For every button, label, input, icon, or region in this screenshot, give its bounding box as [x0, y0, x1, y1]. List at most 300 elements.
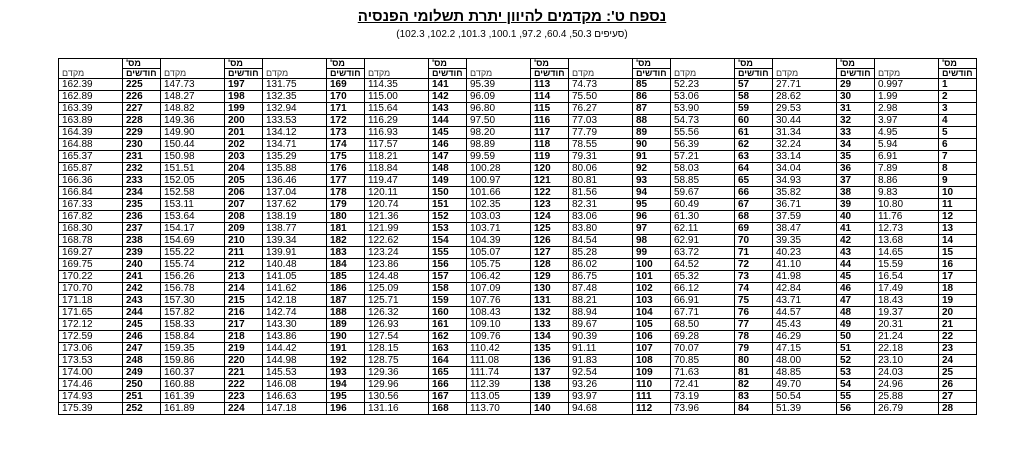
coefficient-cell: 46.29 [773, 331, 837, 343]
coefficient-cell: 134.71 [263, 139, 327, 151]
month-number-cell: 233 [123, 175, 161, 187]
coefficient-cell: 128.75 [365, 355, 429, 367]
coefficient-cell: 167.33 [59, 199, 123, 211]
month-number-cell: 22 [939, 331, 977, 343]
month-number-cell: 79 [735, 343, 773, 355]
month-number-cell: 114 [531, 91, 569, 103]
coefficient-cell: 142.74 [263, 307, 327, 319]
month-number-cell: 249 [123, 367, 161, 379]
month-number-cell: 166 [429, 379, 467, 391]
month-number-cell: 238 [123, 235, 161, 247]
coefficient-cell: 137.62 [263, 199, 327, 211]
month-number-cell: 216 [225, 307, 263, 319]
header-blank-cell [671, 59, 735, 69]
table-row [59, 391, 977, 403]
month-number-cell: 3 [939, 103, 977, 115]
header-number-label: מס' [429, 59, 467, 69]
coefficient-cell: 95.39 [467, 79, 531, 91]
month-number-cell: 41 [837, 223, 875, 235]
header-months-label: חודשים [939, 69, 977, 79]
coefficient-cell: 139.34 [263, 235, 327, 247]
month-number-cell: 64 [735, 163, 773, 175]
coefficient-cell: 113.70 [467, 403, 531, 415]
month-number-cell: 192 [327, 355, 365, 367]
coefficient-cell: 109.76 [467, 331, 531, 343]
month-number-cell: 102 [633, 283, 671, 295]
coefficient-cell: 103.03 [467, 211, 531, 223]
coefficient-cell: 49.70 [773, 379, 837, 391]
coefficient-cell: 89.67 [569, 319, 633, 331]
month-number-cell: 157 [429, 271, 467, 283]
coefficient-cell: 55.56 [671, 127, 735, 139]
header-blank-cell [263, 59, 327, 69]
month-number-cell: 165 [429, 367, 467, 379]
month-number-cell: 128 [531, 259, 569, 271]
month-number-cell: 170 [327, 91, 365, 103]
coefficient-cell: 92.54 [569, 367, 633, 379]
coefficient-cell: 148.27 [161, 91, 225, 103]
coefficient-cell: 8.86 [875, 175, 939, 187]
coefficient-cell: 93.26 [569, 379, 633, 391]
coefficient-cell: 29.53 [773, 103, 837, 115]
coefficient-cell: 165.37 [59, 151, 123, 163]
month-number-cell: 239 [123, 247, 161, 259]
coefficient-cell: 62.11 [671, 223, 735, 235]
month-number-cell: 68 [735, 211, 773, 223]
header-blank-cell [875, 59, 939, 69]
month-number-cell: 185 [327, 271, 365, 283]
coefficient-cell: 158.84 [161, 331, 225, 343]
month-number-cell: 252 [123, 403, 161, 415]
coefficient-cell: 41.98 [773, 271, 837, 283]
month-number-cell: 181 [327, 223, 365, 235]
month-number-cell: 59 [735, 103, 773, 115]
coefficient-cell: 58.85 [671, 175, 735, 187]
month-number-cell: 149 [429, 175, 467, 187]
month-number-cell: 217 [225, 319, 263, 331]
month-number-cell: 224 [225, 403, 263, 415]
coefficient-cell: 16.54 [875, 271, 939, 283]
month-number-cell: 33 [837, 127, 875, 139]
coefficient-cell: 2.98 [875, 103, 939, 115]
coefficient-cell: 73.96 [671, 403, 735, 415]
month-number-cell: 186 [327, 283, 365, 295]
month-number-cell: 198 [225, 91, 263, 103]
month-number-cell: 54 [837, 379, 875, 391]
table-row [59, 163, 977, 175]
coefficient-cell: 19.37 [875, 307, 939, 319]
month-number-cell: 124 [531, 211, 569, 223]
month-number-cell: 195 [327, 391, 365, 403]
coefficient-cell: 129.36 [365, 367, 429, 379]
month-number-cell: 242 [123, 283, 161, 295]
month-number-cell: 160 [429, 307, 467, 319]
coefficient-cell: 172.12 [59, 319, 123, 331]
coefficient-cell: 150.98 [161, 151, 225, 163]
month-number-cell: 65 [735, 175, 773, 187]
month-number-cell: 28 [939, 403, 977, 415]
coefficient-cell: 111.08 [467, 355, 531, 367]
coefficient-cell: 144.42 [263, 343, 327, 355]
header-blank-cell [569, 59, 633, 69]
coefficient-cell: 129.96 [365, 379, 429, 391]
month-number-cell: 117 [531, 127, 569, 139]
coefficient-cell: 90.39 [569, 331, 633, 343]
table-row [59, 139, 977, 151]
month-number-cell: 234 [123, 187, 161, 199]
month-number-cell: 173 [327, 127, 365, 139]
coefficient-cell: 158.33 [161, 319, 225, 331]
table-row [59, 295, 977, 307]
coefficient-cell: 168.30 [59, 223, 123, 235]
coefficient-cell: 112.39 [467, 379, 531, 391]
table-row [59, 343, 977, 355]
month-number-cell: 161 [429, 319, 467, 331]
month-number-cell: 113 [531, 79, 569, 91]
coefficient-cell: 108.43 [467, 307, 531, 319]
coefficient-cell: 26.79 [875, 403, 939, 415]
month-number-cell: 7 [939, 151, 977, 163]
month-number-cell: 35 [837, 151, 875, 163]
month-number-cell: 23 [939, 343, 977, 355]
coefficient-cell: 105.75 [467, 259, 531, 271]
month-number-cell: 159 [429, 295, 467, 307]
month-number-cell: 84 [735, 403, 773, 415]
month-number-cell: 26 [939, 379, 977, 391]
month-number-cell: 141 [429, 79, 467, 91]
month-number-cell: 219 [225, 343, 263, 355]
month-number-cell: 134 [531, 331, 569, 343]
coefficient-cell: 11.76 [875, 211, 939, 223]
month-number-cell: 66 [735, 187, 773, 199]
header-months-label: חודשים [225, 69, 263, 79]
month-number-cell: 218 [225, 331, 263, 343]
coefficient-cell: 24.96 [875, 379, 939, 391]
coefficient-cell: 147.18 [263, 403, 327, 415]
header-blank-cell [365, 59, 429, 69]
month-number-cell: 158 [429, 283, 467, 295]
month-number-cell: 212 [225, 259, 263, 271]
coefficient-cell: 30.44 [773, 115, 837, 127]
coefficient-cell: 135.88 [263, 163, 327, 175]
month-number-cell: 100 [633, 259, 671, 271]
month-number-cell: 70 [735, 235, 773, 247]
coefficient-cell: 78.55 [569, 139, 633, 151]
table-row [59, 379, 977, 391]
coefficient-cell: 142.18 [263, 295, 327, 307]
header-number-label: מס' [837, 59, 875, 69]
month-number-cell: 210 [225, 235, 263, 247]
coefficient-cell: 22.18 [875, 343, 939, 355]
coefficient-cell: 156.78 [161, 283, 225, 295]
month-number-cell: 88 [633, 115, 671, 127]
month-number-cell: 175 [327, 151, 365, 163]
month-number-cell: 237 [123, 223, 161, 235]
coefficient-cell: 117.57 [365, 139, 429, 151]
coefficient-cell: 38.47 [773, 223, 837, 235]
month-number-cell: 89 [633, 127, 671, 139]
coefficient-cell: 116.93 [365, 127, 429, 139]
coefficient-cell: 20.31 [875, 319, 939, 331]
coefficient-cell: 154.69 [161, 235, 225, 247]
month-number-cell: 93 [633, 175, 671, 187]
month-number-cell: 19 [939, 295, 977, 307]
month-number-cell: 86 [633, 91, 671, 103]
month-number-cell: 32 [837, 115, 875, 127]
coefficient-cell: 169.75 [59, 259, 123, 271]
month-number-cell: 60 [735, 115, 773, 127]
coefficient-cell: 75.50 [569, 91, 633, 103]
month-number-cell: 40 [837, 211, 875, 223]
month-number-cell: 162 [429, 331, 467, 343]
month-number-cell: 184 [327, 259, 365, 271]
coefficient-cell: 31.34 [773, 127, 837, 139]
coefficient-cell: 160.37 [161, 367, 225, 379]
coefficient-cell: 3.97 [875, 115, 939, 127]
table-row [59, 259, 977, 271]
month-number-cell: 57 [735, 79, 773, 91]
coefficient-cell: 154.17 [161, 223, 225, 235]
coefficient-cell: 137.04 [263, 187, 327, 199]
coefficient-cell: 138.77 [263, 223, 327, 235]
month-number-cell: 246 [123, 331, 161, 343]
table-row [59, 331, 977, 343]
month-number-cell: 27 [939, 391, 977, 403]
month-number-cell: 179 [327, 199, 365, 211]
month-number-cell: 193 [327, 367, 365, 379]
month-number-cell: 220 [225, 355, 263, 367]
month-number-cell: 81 [735, 367, 773, 379]
coefficient-cell: 56.39 [671, 139, 735, 151]
header-months-label: חודשים [837, 69, 875, 79]
month-number-cell: 80 [735, 355, 773, 367]
coefficient-cell: 131.75 [263, 79, 327, 91]
coefficient-cell: 122.62 [365, 235, 429, 247]
month-number-cell: 25 [939, 367, 977, 379]
coefficient-cell: 77.03 [569, 115, 633, 127]
month-number-cell: 105 [633, 319, 671, 331]
coefficient-cell: 153.11 [161, 199, 225, 211]
month-number-cell: 11 [939, 199, 977, 211]
coefficient-cell: 96.09 [467, 91, 531, 103]
month-number-cell: 138 [531, 379, 569, 391]
coefficient-cell: 109.10 [467, 319, 531, 331]
coefficient-cell: 87.48 [569, 283, 633, 295]
table-row [59, 79, 977, 91]
coefficient-cell: 83.80 [569, 223, 633, 235]
month-number-cell: 116 [531, 115, 569, 127]
month-number-cell: 92 [633, 163, 671, 175]
month-number-cell: 85 [633, 79, 671, 91]
coefficient-cell: 85.28 [569, 247, 633, 259]
month-number-cell: 51 [837, 343, 875, 355]
header-coefficient-label: מקדם [773, 69, 837, 79]
month-number-cell: 177 [327, 175, 365, 187]
coefficient-cell: 44.57 [773, 307, 837, 319]
month-number-cell: 211 [225, 247, 263, 259]
month-number-cell: 30 [837, 91, 875, 103]
month-number-cell: 206 [225, 187, 263, 199]
coefficient-cell: 133.53 [263, 115, 327, 127]
table-row [59, 91, 977, 103]
month-number-cell: 201 [225, 127, 263, 139]
coefficient-cell: 97.50 [467, 115, 531, 127]
coefficient-cell: 68.50 [671, 319, 735, 331]
month-number-cell: 36 [837, 163, 875, 175]
coefficient-cell: 28.62 [773, 91, 837, 103]
coefficient-cell: 147.73 [161, 79, 225, 91]
coefficient-cell: 102.35 [467, 199, 531, 211]
coefficient-cell: 64.52 [671, 259, 735, 271]
table-header-row-bottom [59, 69, 977, 79]
coefficient-cell: 111.74 [467, 367, 531, 379]
month-number-cell: 202 [225, 139, 263, 151]
month-number-cell: 191 [327, 343, 365, 355]
month-number-cell: 215 [225, 295, 263, 307]
coefficient-cell: 156.26 [161, 271, 225, 283]
coefficient-cell: 141.05 [263, 271, 327, 283]
month-number-cell: 209 [225, 223, 263, 235]
month-number-cell: 49 [837, 319, 875, 331]
coefficient-cell: 101.66 [467, 187, 531, 199]
coefficient-cell: 120.11 [365, 187, 429, 199]
month-number-cell: 131 [531, 295, 569, 307]
month-number-cell: 144 [429, 115, 467, 127]
month-number-cell: 94 [633, 187, 671, 199]
month-number-cell: 31 [837, 103, 875, 115]
month-number-cell: 4 [939, 115, 977, 127]
month-number-cell: 232 [123, 163, 161, 175]
coefficient-cell: 23.10 [875, 355, 939, 367]
month-number-cell: 204 [225, 163, 263, 175]
month-number-cell: 42 [837, 235, 875, 247]
month-number-cell: 200 [225, 115, 263, 127]
month-number-cell: 156 [429, 259, 467, 271]
month-number-cell: 222 [225, 379, 263, 391]
month-number-cell: 34 [837, 139, 875, 151]
coefficient-cell: 18.43 [875, 295, 939, 307]
header-number-label: מס' [225, 59, 263, 69]
coefficient-cell: 34.93 [773, 175, 837, 187]
coefficient-cell: 45.43 [773, 319, 837, 331]
table-row [59, 151, 977, 163]
coefficient-cell: 107.09 [467, 283, 531, 295]
month-number-cell: 126 [531, 235, 569, 247]
coefficient-cell: 152.05 [161, 175, 225, 187]
coefficient-cell: 172.59 [59, 331, 123, 343]
coefficient-cell: 144.98 [263, 355, 327, 367]
coefficient-cell: 118.84 [365, 163, 429, 175]
coefficient-cell: 35.82 [773, 187, 837, 199]
coefficient-cell: 121.36 [365, 211, 429, 223]
coefficient-cell: 149.90 [161, 127, 225, 139]
month-number-cell: 96 [633, 211, 671, 223]
coefficient-cell: 162.39 [59, 79, 123, 91]
month-number-cell: 199 [225, 103, 263, 115]
coefficient-cell: 73.19 [671, 391, 735, 403]
coefficient-cell: 160.88 [161, 379, 225, 391]
header-blank-cell [773, 59, 837, 69]
month-number-cell: 135 [531, 343, 569, 355]
coefficient-cell: 167.82 [59, 211, 123, 223]
coefficient-cell: 27.71 [773, 79, 837, 91]
month-number-cell: 63 [735, 151, 773, 163]
coefficient-cell: 161.89 [161, 403, 225, 415]
month-number-cell: 24 [939, 355, 977, 367]
month-number-cell: 180 [327, 211, 365, 223]
month-number-cell: 176 [327, 163, 365, 175]
month-number-cell: 72 [735, 259, 773, 271]
month-number-cell: 2 [939, 91, 977, 103]
month-number-cell: 75 [735, 295, 773, 307]
month-number-cell: 6 [939, 139, 977, 151]
coefficient-cell: 157.82 [161, 307, 225, 319]
month-number-cell: 55 [837, 391, 875, 403]
month-number-cell: 229 [123, 127, 161, 139]
table-row [59, 187, 977, 199]
coefficient-cell: 98.20 [467, 127, 531, 139]
header-coefficient-label: מקדם [569, 69, 633, 79]
header-months-label: חודשים [429, 69, 467, 79]
table-row [59, 103, 977, 115]
coefficient-cell: 72.41 [671, 379, 735, 391]
coefficient-cell: 62.91 [671, 235, 735, 247]
month-number-cell: 107 [633, 343, 671, 355]
month-number-cell: 168 [429, 403, 467, 415]
coefficient-cell: 1.99 [875, 91, 939, 103]
header-coefficient-label: מקדם [467, 69, 531, 79]
coefficient-cell: 150.44 [161, 139, 225, 151]
coefficient-cell: 39.35 [773, 235, 837, 247]
month-number-cell: 169 [327, 79, 365, 91]
coefficient-cell: 57.21 [671, 151, 735, 163]
header-months-label: חודשים [531, 69, 569, 79]
month-number-cell: 244 [123, 307, 161, 319]
coefficient-cell: 54.73 [671, 115, 735, 127]
month-number-cell: 151 [429, 199, 467, 211]
coefficient-cell: 157.30 [161, 295, 225, 307]
month-number-cell: 108 [633, 355, 671, 367]
coefficient-cell: 103.71 [467, 223, 531, 235]
month-number-cell: 69 [735, 223, 773, 235]
table-row [59, 271, 977, 283]
coefficient-cell: 48.85 [773, 367, 837, 379]
coefficient-cell: 171.65 [59, 307, 123, 319]
coefficient-cell: 67.71 [671, 307, 735, 319]
header-months-label: חודשים [123, 69, 161, 79]
coefficient-cell: 51.39 [773, 403, 837, 415]
month-number-cell: 97 [633, 223, 671, 235]
month-number-cell: 145 [429, 127, 467, 139]
month-number-cell: 235 [123, 199, 161, 211]
coefficient-cell: 114.35 [365, 79, 429, 91]
coefficient-cell: 149.36 [161, 115, 225, 127]
coefficient-cell: 115.00 [365, 91, 429, 103]
month-number-cell: 148 [429, 163, 467, 175]
month-number-cell: 155 [429, 247, 467, 259]
coefficient-cell: 124.48 [365, 271, 429, 283]
month-number-cell: 115 [531, 103, 569, 115]
coefficient-cell: 4.95 [875, 127, 939, 139]
coefficient-cell: 65.32 [671, 271, 735, 283]
month-number-cell: 52 [837, 355, 875, 367]
month-number-cell: 231 [123, 151, 161, 163]
coefficient-cell: 130.56 [365, 391, 429, 403]
header-coefficient-label: מקדם [161, 69, 225, 79]
coefficient-cell: 110.42 [467, 343, 531, 355]
coefficient-cell: 15.59 [875, 259, 939, 271]
month-number-cell: 74 [735, 283, 773, 295]
